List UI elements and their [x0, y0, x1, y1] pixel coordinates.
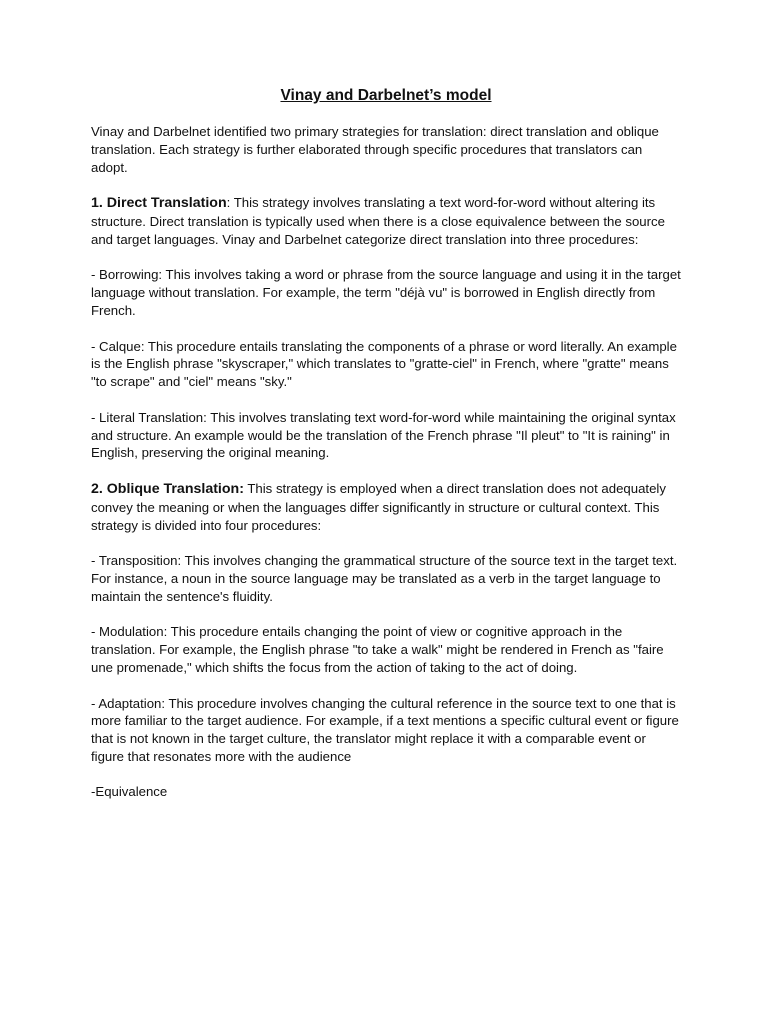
- calque-paragraph: - Calque: This procedure entails translating the components of a phrase or word literally. An example is the English phrase "skyscraper," which translates to "gratte-ciel" in French, where "gratte" means "to scrape" and "ciel" means "sky.": [91, 338, 677, 390]
- direct-translation-text: : This strategy involves translating a text word-for-word without altering its structure. Direct translation is typically used when there is a close equivalence between the source and target languages. Vinay and Darbelnet categorize direct translation into three procedures:: [91, 195, 665, 247]
- direct-translation-heading: 1. Direct Translation: [91, 195, 227, 212]
- literal-translation-paragraph: - Literal Translation: This involves translating text word-for-word while maintaining the original syntax and structure. An example would be the translation of the French phrase "Il pleut" to "It is raining" in English, preserving the original meaning.: [91, 409, 676, 461]
- borrowing-paragraph: - Borrowing: This involves taking a word or phrase from the source language and using it in the target language without translation. For example, the term "déjà vu" is borrowed in English directly from French.: [91, 267, 681, 318]
- intro-paragraph: Vinay and Darbelnet identified two primary strategies for translation: direct translation and oblique translation. Each strategy is further elaborated through specific procedures that translators can adopt.: [91, 124, 659, 175]
- oblique-translation-text: This strategy is employed when a direct translation does not adequately convey the meaning or when the languages differ significantly in structure or cultural context. This strategy is divided into four procedures:: [91, 480, 666, 533]
- oblique-translation-paragraph: [91, 480, 681, 534]
- oblique-translation-heading: 2. Oblique Translation:: [91, 480, 244, 497]
- modulation-paragraph: - Modulation: This procedure entails changing the point of view or cognitive approach in the translation. For example, the English phrase "to take a walk" might be rendered in French as "faire une promenade," which shifts the focus from the action of taking to the act of doing.: [91, 624, 664, 675]
- adaptation-paragraph: - Adaptation: This procedure involves changing the cultural reference in the source text to one that is more familiar to the target audience. For example, if a text mentions a specific cultural event or figure that is not known in the target culture, the translator might replace it with a comparable event or figure that resonates more with the audience: [91, 695, 679, 764]
- transposition-paragraph: - Transposition: This involves changing the grammatical structure of the source text in the target text. For instance, a noun in the source language may be translated as a verb in the target language to maintain the sentence's fluidity.: [91, 553, 678, 604]
- equivalence-paragraph: -Equivalence: [91, 784, 168, 800]
- document-page: [91, 86, 681, 819]
- direct-translation-paragraph: [91, 194, 681, 248]
- document-title: Vinay and Darbelnet’s model: [280, 87, 492, 104]
